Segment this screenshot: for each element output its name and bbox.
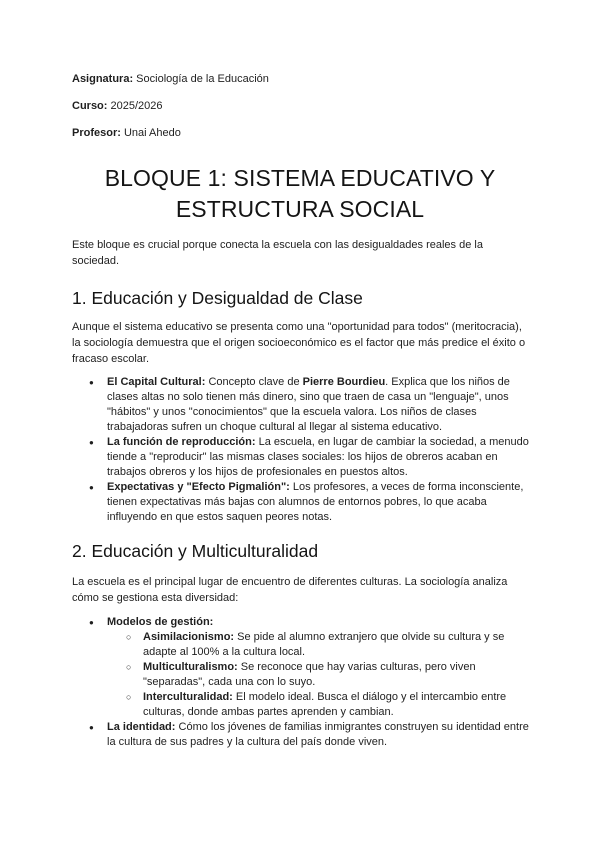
subject-value: Sociología de la Educación [133,73,269,85]
model-term: Asimilacionismo: [143,631,235,643]
list-item [72,435,532,480]
section1-heading: 1. Educación y Desigualdad de Clase [72,288,363,308]
list-item [72,720,532,750]
sublist-item [107,660,532,690]
section1-paragraph: Aunque el sistema educativo se presenta como una "oportunidad para todos" (meritocracia), la sociología demuestra que el origen socioeconómico es el factor que más predice el éxito o fracaso escolar. [72,321,526,365]
bullet-text: Concepto clave de [205,376,303,388]
model-text: El modelo ideal. Busca el diálogo y el intercambio entre culturas, donde ambas partes aprenden y cambian. [143,691,507,718]
course-value: 2025/2026 [107,100,163,112]
model-term: Multiculturalismo: [143,661,238,673]
course-label: Curso: [72,100,108,112]
list-item [72,480,532,525]
page-title: BLOQUE 1: SISTEMA EDUCATIVO Y ESTRUCTURA SOCIAL [104,165,496,222]
teacher-value: Unai Ahedo [120,127,181,139]
bullet-text: La escuela, en lugar de cambiar la sociedad, a menudo tiende a "reproducir" las mismas clases sociales: los hijos de obreros acaban en trabajos obreros y los hijos de profesionales en puestos altos. [107,436,529,478]
bullet-highlight: Pierre Bourdieu [302,376,386,388]
model-text: Se reconoce que hay varias culturas, pero viven "separadas", cada una con lo suyo. [143,661,476,688]
subject-label: Asignatura: [72,73,134,85]
subject-line [72,72,269,86]
list-item [72,615,532,720]
intro-paragraph: Este bloque es crucial porque conecta la escuela con las desigualdades reales de la sociedad. [72,239,483,267]
bullet-term: La función de reproducción: [107,436,256,448]
bullet-term: Expectativas y "Efecto Pigmalión": [107,481,290,493]
teacher-label: Profesor: [72,127,121,139]
models-label: Modelos de gestión: [107,616,214,628]
identity-text: Cómo los jóvenes de familias inmigrantes construyen su identidad entre la cultura de sus padres y la cultura del país donde viven. [107,721,529,748]
section2-paragraph: La escuela es el principal lugar de encuentro de diferentes culturas. La sociología analiza cómo se gestiona esta diversidad: [72,576,508,604]
section1-list [72,375,532,525]
course-line [72,99,163,113]
bullet-text: Los profesores, a veces de forma inconsciente, tienen expectativas más bajas con alumnos de entornos pobres, lo que acaba influyendo en que estos saquen peores notas. [107,481,524,523]
list-item [72,375,532,435]
model-term: Interculturalidad: [143,691,233,703]
section2-list [72,615,532,750]
teacher-line [72,126,181,140]
identity-term: La identidad: [107,721,176,733]
bullet-text: . Explica que los niños de clases altas no solo tienen más dinero, sino que traen de casa un "lenguaje", unos "hábitos" y unos "conocimientos" que la escuela valora. Los niños de clases trabajadoras sufren un choque cultural al llegar al sistema educativo. [107,376,510,433]
model-text: Se pide al alumno extranjero que olvide su cultura y se adapte al 100% a la cultura local. [143,631,505,658]
models-sublist [107,630,532,720]
sublist-item [107,630,532,660]
sublist-item [107,690,532,720]
section2-heading: 2. Educación y Multiculturalidad [72,541,319,561]
bullet-term: El Capital Cultural: [107,376,206,388]
